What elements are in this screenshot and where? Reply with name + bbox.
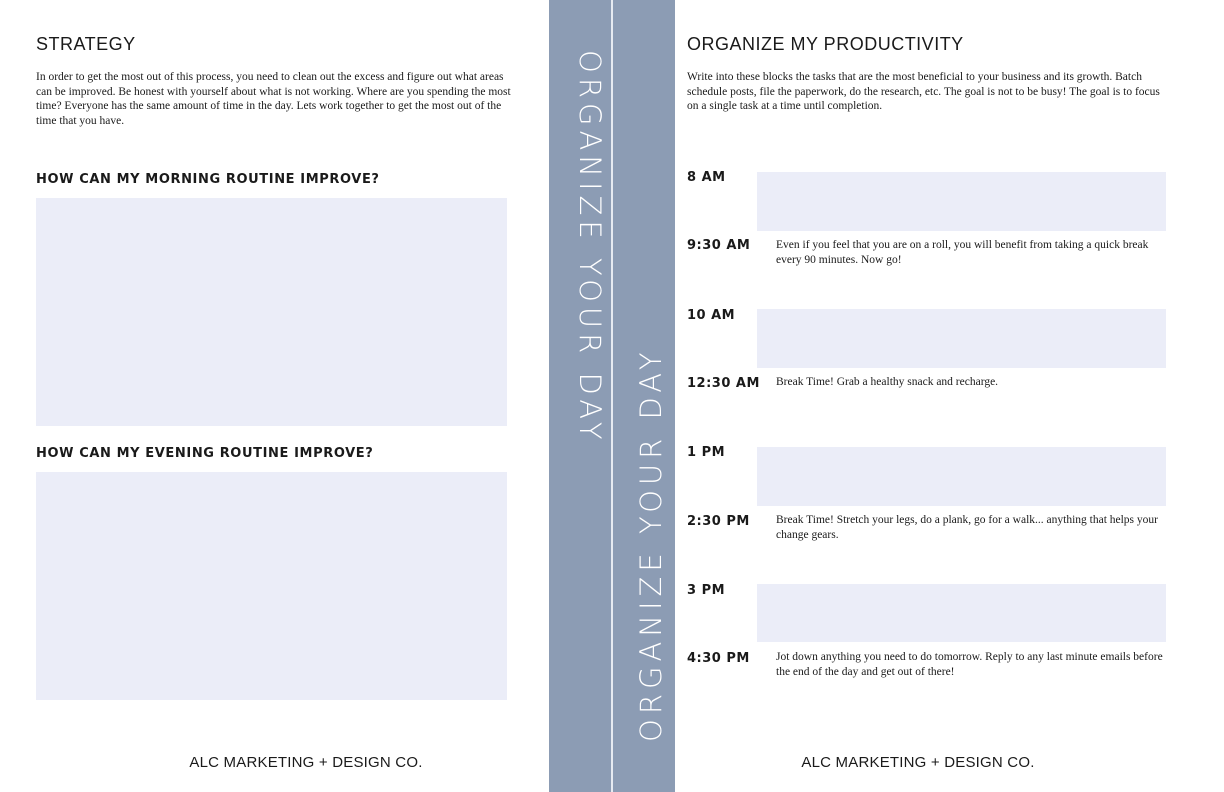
time-note: Break Time! Stretch your legs, do a plank, go for a walk... anything that helps your change gears. bbox=[776, 514, 1158, 541]
time-note: Even if you feel that you are on a roll, you will benefit from taking a quick break every 90 minutes. Now go! bbox=[776, 239, 1149, 266]
time-label: 10 AM bbox=[687, 308, 736, 323]
evening-answer-box[interactable] bbox=[36, 472, 507, 700]
time-label: 4:30 PM bbox=[687, 651, 750, 666]
task-block[interactable] bbox=[757, 584, 1166, 642]
time-label: 8 AM bbox=[687, 170, 726, 185]
time-label: 1 PM bbox=[687, 445, 726, 460]
time-note: Jot down anything you need to do tomorrow. Reply to any last minute emails before the end of the day and get out of there! bbox=[776, 651, 1163, 678]
evening-question: HOW CAN MY EVENING ROUTINE IMPROVE? bbox=[36, 446, 374, 461]
task-block[interactable] bbox=[757, 172, 1166, 231]
strategy-intro: In order to get the most out of this process, you need to clean out the excess and figure out what areas can be improved. Be honest with yourself about what is not working. Where are you spending the most time? Everyone has the same amount of time in the day. Lets work together to get the most out of the time that you have. bbox=[36, 71, 511, 127]
spine-divider bbox=[611, 0, 613, 792]
time-note: Break Time! Grab a healthy snack and recharge. bbox=[776, 376, 999, 388]
productivity-title: ORGANIZE MY PRODUCTIVITY bbox=[687, 34, 964, 54]
time-label: 12:30 AM bbox=[687, 376, 760, 391]
left-footer: ALC MARKETING + DESIGN CO. bbox=[189, 754, 423, 771]
task-block[interactable] bbox=[757, 447, 1166, 506]
strategy-title: STRATEGY bbox=[36, 34, 136, 54]
spine-text-right: ORGANIZE YOUR DAY bbox=[634, 347, 668, 742]
morning-answer-box[interactable] bbox=[36, 198, 507, 426]
time-label: 3 PM bbox=[687, 583, 726, 598]
productivity-intro: Write into these blocks the tasks that are the most beneficial to your business and its growth. Batch schedule posts, file the paperwork, do the research, etc. The goal is not to be busy! The goal is to focus on a single task at a time until completion. bbox=[687, 71, 1160, 112]
morning-question: HOW CAN MY MORNING ROUTINE IMPROVE? bbox=[36, 172, 380, 187]
time-label: 2:30 PM bbox=[687, 514, 750, 529]
task-block[interactable] bbox=[757, 309, 1166, 368]
spine-text-left: ORGANIZE YOUR DAY bbox=[573, 50, 607, 445]
right-footer: ALC MARKETING + DESIGN CO. bbox=[801, 754, 1035, 771]
time-label: 9:30 AM bbox=[687, 238, 751, 253]
